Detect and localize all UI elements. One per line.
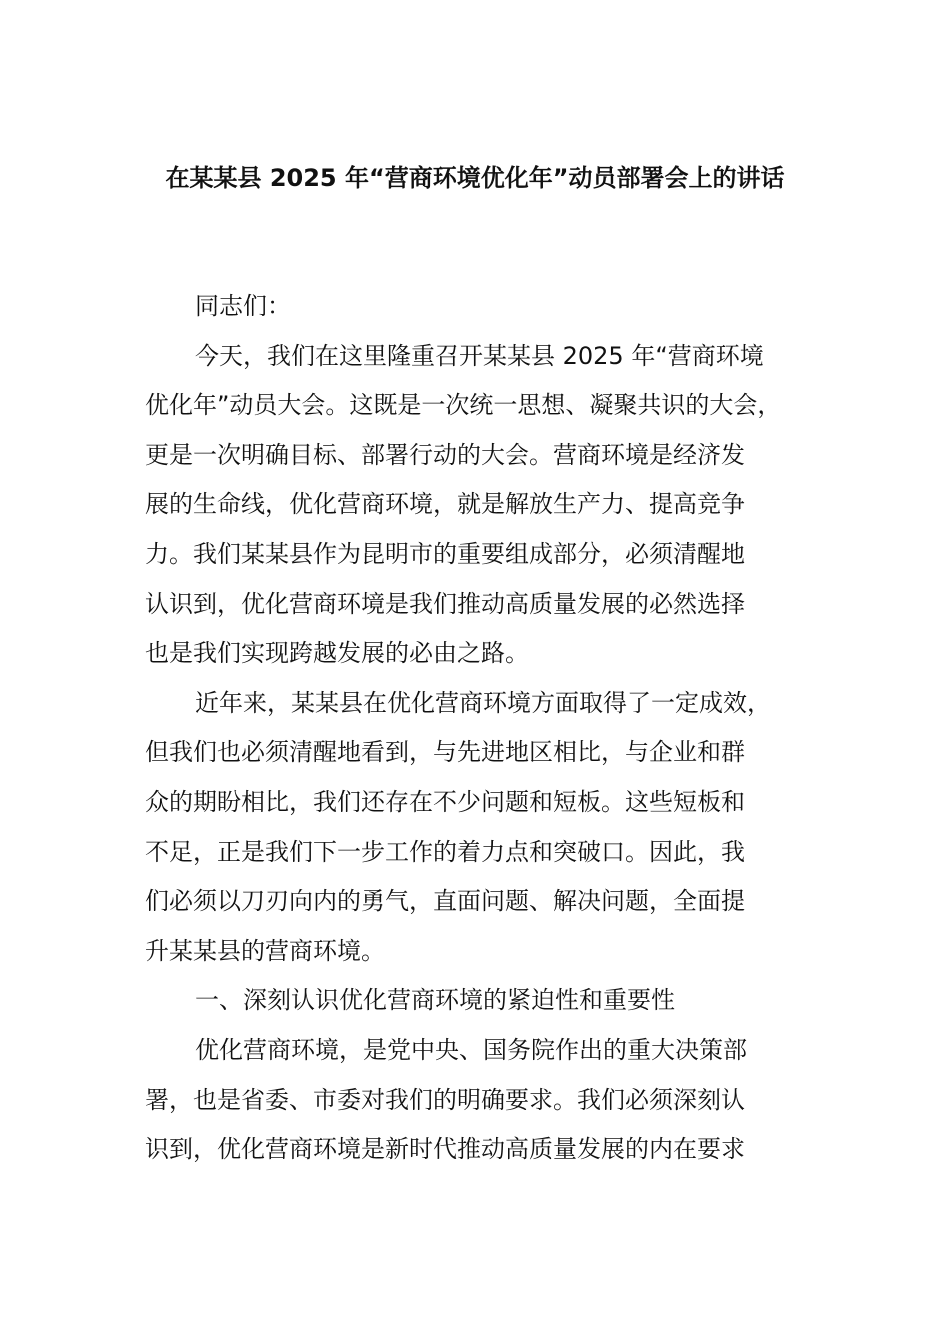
paragraph-line: 们必须以刀刃向内的勇气，直面问题、解决问题，全面提 (145, 887, 745, 916)
paragraph-line: 更是一次明确目标、部署行动的大会。营商环境是经济发 (145, 440, 745, 469)
section-heading: 一、深刻认识优化营商环境的紧迫性和重要性 (195, 986, 675, 1015)
paragraph-line: 今天，我们在这里隆重召开某某县 2025 年“营商环境 (195, 341, 764, 370)
paragraph-line: 优化营商环境，是党中央、国务院作出的重大决策部 (195, 1035, 747, 1064)
paragraph-line: 升某某县的营商环境。 (145, 936, 385, 965)
paragraph-line: 也是我们实现跨越发展的必由之路。 (145, 639, 529, 668)
salutation-line: 同志们： (195, 292, 291, 320)
document-body (145, 282, 835, 1175)
paragraph-line: 识到，优化营商环境是新时代推动高质量发展的内在要求 (145, 1135, 745, 1164)
paragraph-line: 认识到，优化营商环境是我们推动高质量发展的必然选择 (145, 589, 745, 618)
paragraph-line: 力。我们某某县作为昆明市的重要组成部分，必须清醒地 (145, 539, 745, 568)
paragraph-line: 不足，正是我们下一步工作的着力点和突破口。因此，我 (145, 837, 745, 866)
paragraph-line: 众的期盼相比，我们还存在不少问题和短板。这些短板和 (145, 787, 745, 816)
document-title: 在某某县 2025 年“营商环境优化年”动员部署会上的讲话 (165, 164, 785, 192)
paragraph-line: 但我们也必须清醒地看到，与先进地区相比，与企业和群 (145, 738, 745, 767)
paragraph-line: 优化年”动员大会。这既是一次统一思想、凝聚共识的大会， (145, 391, 782, 420)
paragraph-line: 署，也是省委、市委对我们的明确要求。我们必须深刻认 (145, 1085, 745, 1114)
paragraph-line: 展的生命线，优化营商环境，就是解放生产力、提高竞争 (145, 490, 745, 519)
paragraph-line: 近年来，某某县在优化营商环境方面取得了一定成效， (195, 688, 771, 717)
